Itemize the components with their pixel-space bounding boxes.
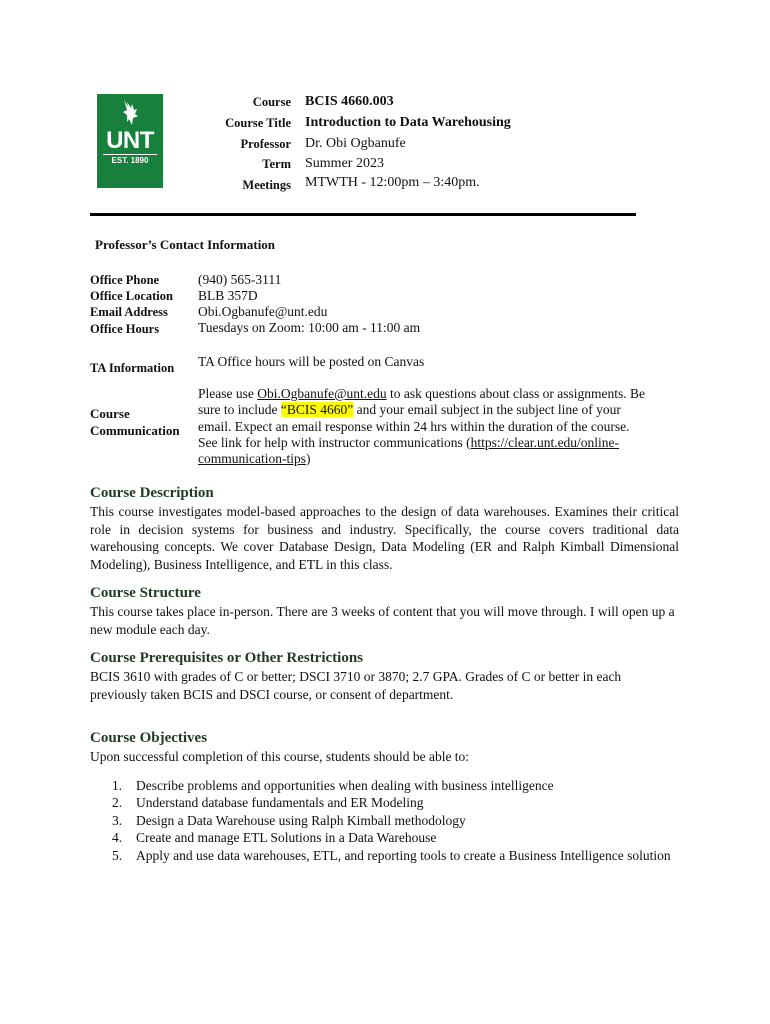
term-value: Summer 2023 [305, 156, 384, 171]
professor-label: Professor [240, 137, 291, 151]
logo-est: EST. 1890 [111, 156, 149, 165]
description-text: This course investigates model-based approaches to the design of data warehouses. Examines their critical role in decision systems for business and industry. Specifically, the course covers traditional data warehousing concepts. We cover Database Design, Data Modeling (ER and Ralph Kimball Dimensional Modeling), Business Intelligence, and ETL in this class. [90, 504, 679, 572]
communication-label-line1: Course [90, 406, 130, 421]
communication-label-line2: Communication [90, 423, 180, 438]
prerequisites-heading: Course Prerequisites or Other Restrictions [90, 650, 364, 666]
office-hours-value: Tuesdays on Zoom: 10:00 am - 11:00 am [198, 320, 421, 335]
term-label: Term [262, 157, 291, 171]
office-location-value: BLB 357D [198, 288, 258, 303]
structure-heading: Course Structure [90, 585, 201, 601]
ta-value: TA Office hours will be posted on Canvas [198, 354, 425, 369]
list-item: 3. Design a Data Warehouse using Ralph Kimball methodology [112, 812, 466, 828]
objectives-intro: Upon successful completion of this course, students should be able to: [90, 749, 470, 764]
header-rule [90, 213, 636, 216]
meetings-label: Meetings [242, 178, 291, 192]
list-item: 2. Understand database fundamentals and ER Modeling [112, 795, 424, 811]
course-title-value: Introduction to Data Warehousing [305, 115, 511, 130]
description-heading: Course Description [90, 485, 214, 501]
objectives-heading: Course Objectives [90, 730, 208, 746]
course-label: Course [252, 95, 291, 109]
unt-logo [97, 94, 163, 188]
professor-value: Dr. Obi Ogbanufe [305, 136, 406, 151]
structure-text: This course takes place in-person. There are 3 weeks of content that you will move through. I will open up a new module each day. [90, 604, 675, 637]
course-title-label: Course Title [225, 116, 291, 130]
contact-heading: Professor’s Contact Information [95, 237, 276, 252]
list-item: 1. Describe problems and opportunities when dealing with business intelligence [112, 778, 554, 793]
list-item: 5. Apply and use data warehouses, ETL, and reporting tools to create a Business Intelligence solution [112, 847, 671, 863]
email-value: Obi.Ogbanufe@unt.edu [198, 304, 328, 319]
eagle-icon [115, 98, 145, 128]
list-item: 4. Create and manage ETL Solutions in a Data Warehouse [112, 830, 437, 846]
office-location-label: Office Location [90, 289, 173, 303]
communication-tips-link[interactable]: https://clear.unt.edu/online-communication-tips [198, 434, 620, 467]
course-value: BCIS 4660.003 [305, 94, 394, 109]
office-phone-label: Office Phone [90, 273, 160, 287]
ta-label: TA Information [90, 361, 175, 375]
email-label: Email Address [90, 305, 168, 319]
email-link[interactable]: Obi.Ogbanufe@unt.edu [257, 386, 387, 401]
prerequisites-text: BCIS 3610 with grades of C or better; DSCI 3710 or 3870; 2.7 GPA. Grades of C or better in each previously taken BCIS and DSCI course, or consent of department. [90, 669, 622, 702]
logo-text: UNT [106, 127, 154, 154]
highlighted-course-code: “BCIS 4660” [280, 402, 354, 418]
objectives-list [112, 777, 672, 864]
communication-text: Please use Obi.Ogbanufe@unt.edu to ask questions about class or assignments. Be sure to include “BCIS 4660” and your email subject in the subject line of your email. Expect an email response within 24 hrs within the duration of the course. See link for help with instructor communications (https://clear.unt.edu/online-communication-tips) [198, 386, 645, 467]
office-phone-value: (940) 565-3111 [198, 272, 282, 287]
logo-divider [103, 154, 157, 155]
office-hours-label: Office Hours [90, 322, 160, 336]
meetings-value: MTWTH - 12:00pm – 3:40pm. [305, 175, 480, 190]
